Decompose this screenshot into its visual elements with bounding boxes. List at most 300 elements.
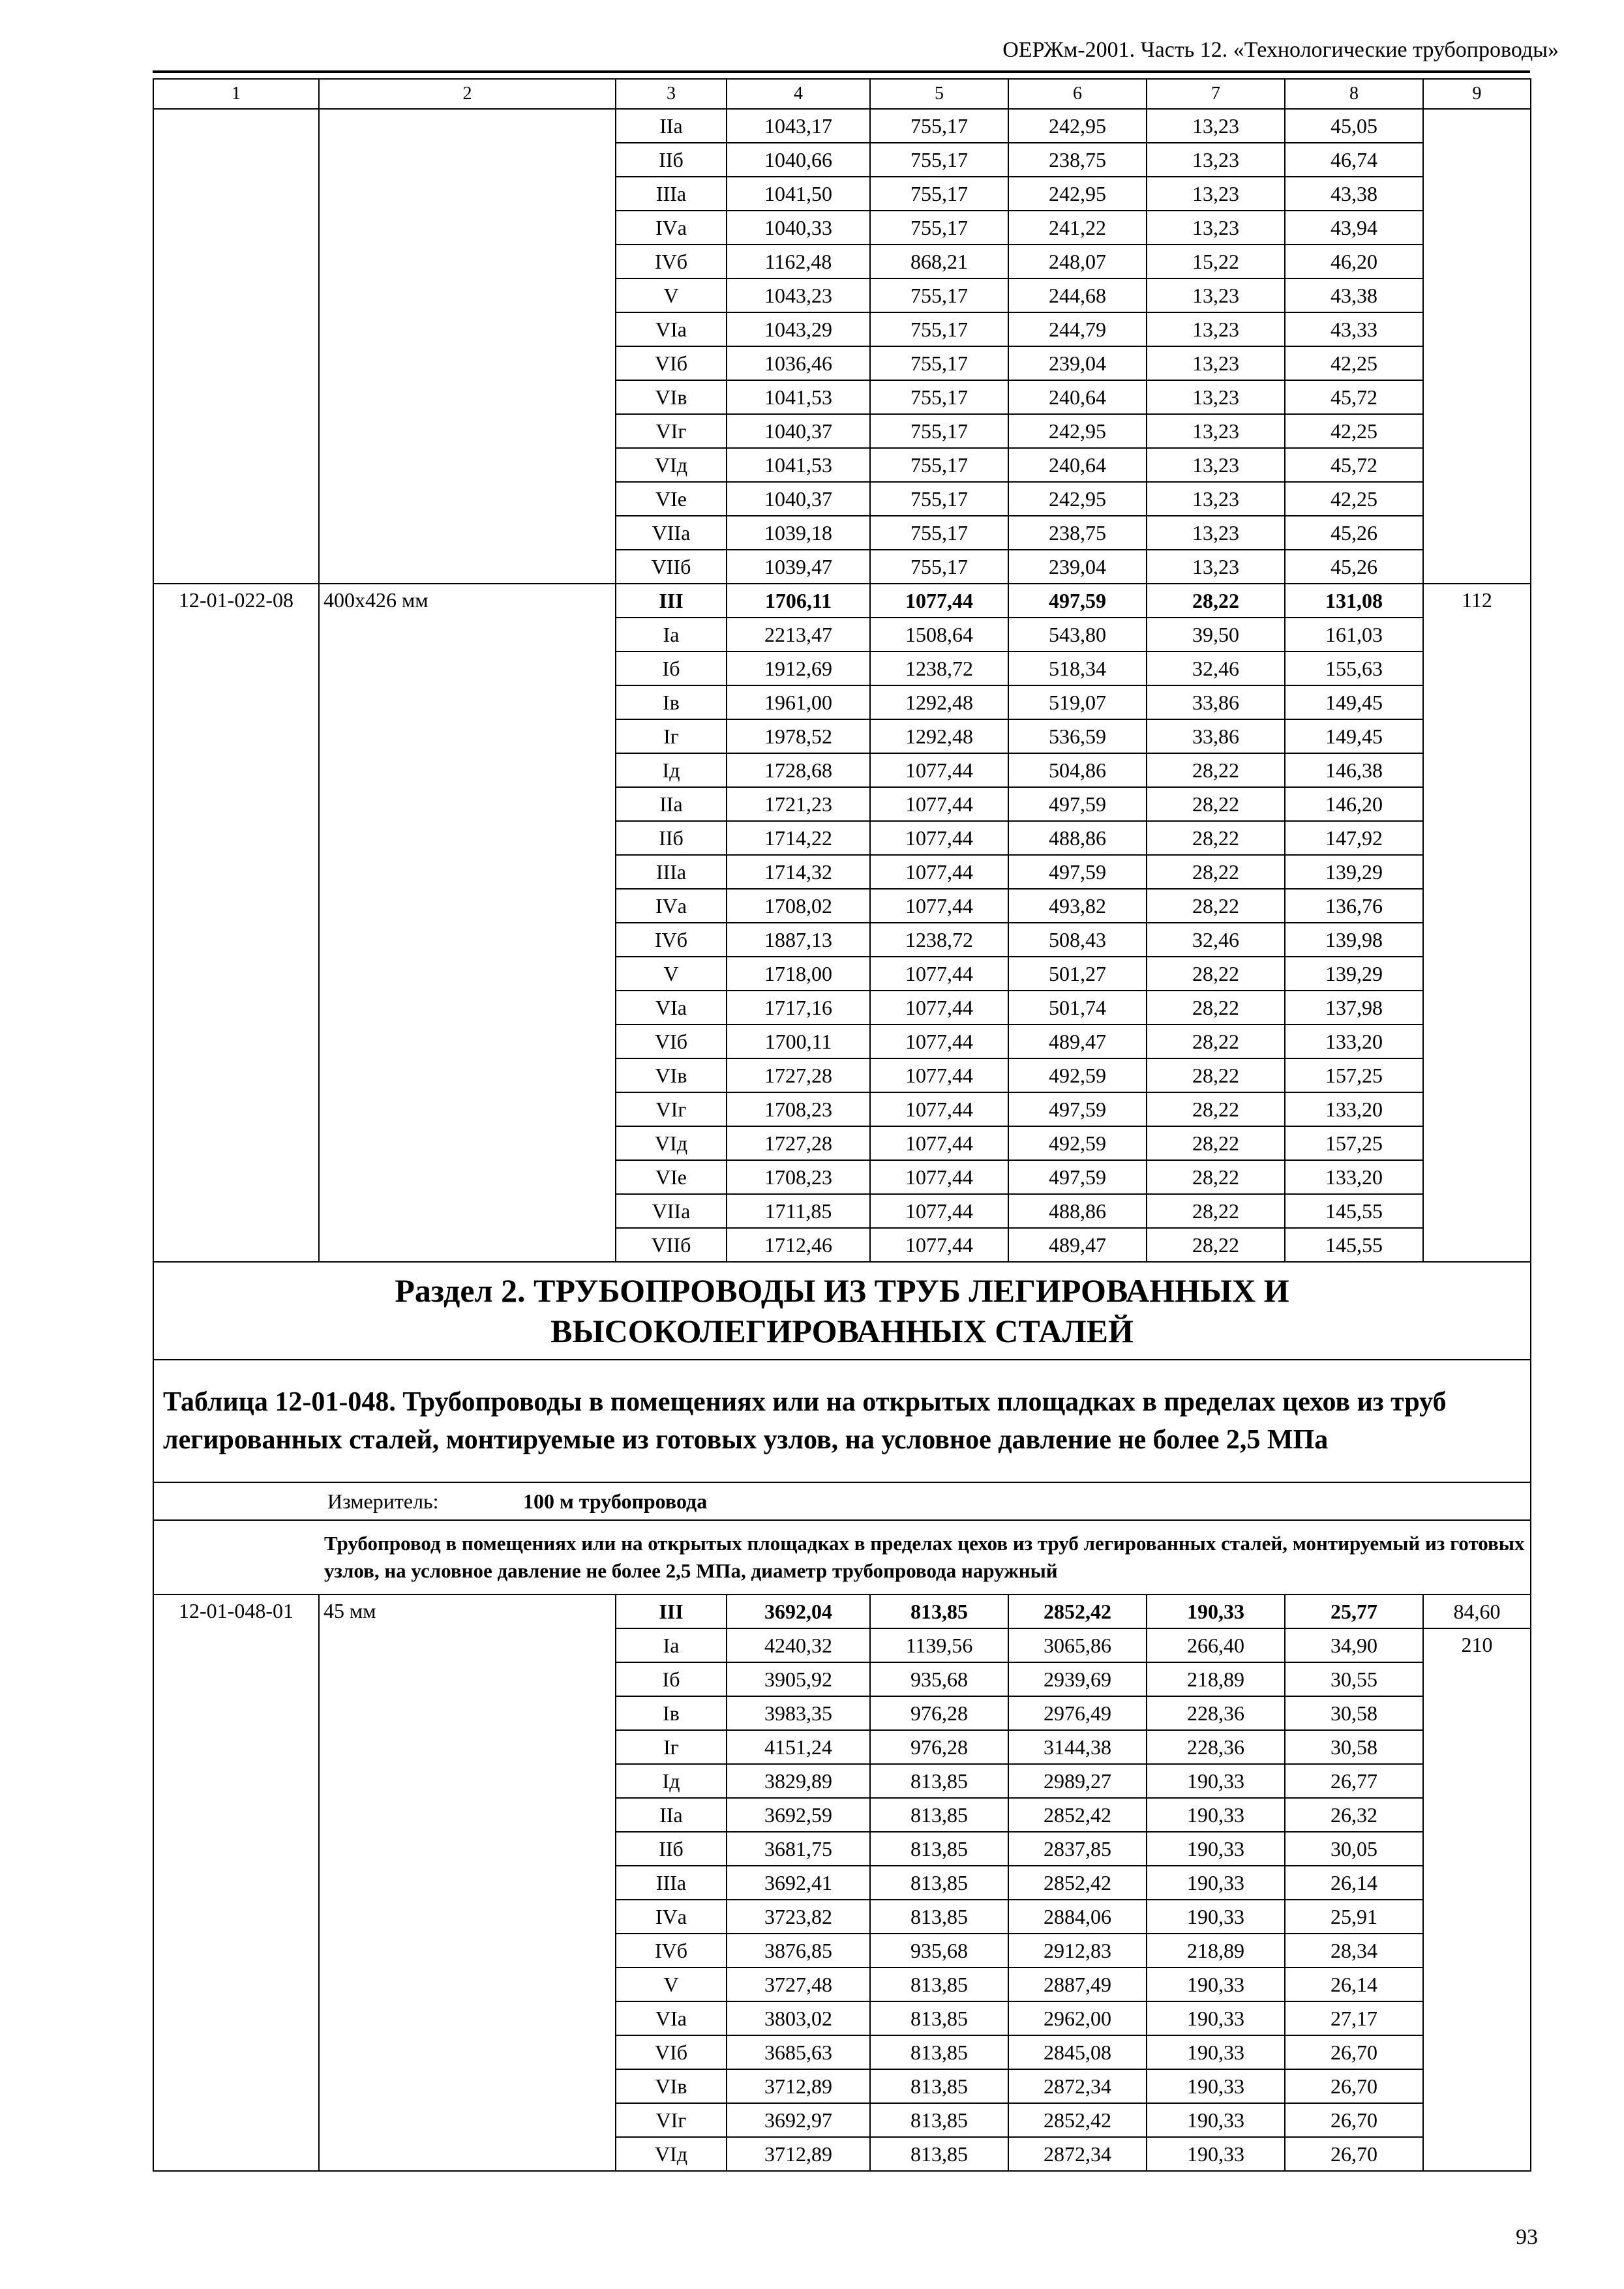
rate-value: 28,22 xyxy=(1147,584,1285,618)
rate-value: 1077,44 xyxy=(870,1160,1008,1194)
rate-value: 133,20 xyxy=(1285,1160,1423,1194)
column-number: 9 xyxy=(1423,79,1531,109)
rate-value: 45,05 xyxy=(1285,109,1423,143)
rate-value: 1036,46 xyxy=(727,346,870,380)
rate-value: 813,85 xyxy=(870,1900,1008,1934)
zone-symbol: V xyxy=(616,278,727,312)
rate-value: 190,33 xyxy=(1147,2069,1285,2103)
zone-symbol: Iа xyxy=(616,1628,727,1662)
rate-value: 1708,02 xyxy=(727,889,870,923)
meter-label: Измеритель: xyxy=(327,1489,439,1513)
rate-value: 45,26 xyxy=(1285,516,1423,550)
rate-value: 1077,44 xyxy=(870,753,1008,787)
rate-value: 3065,86 xyxy=(1008,1628,1147,1662)
rate-value: 239,04 xyxy=(1008,346,1147,380)
rate-value: 30,58 xyxy=(1285,1730,1423,1764)
rate-value: 2912,83 xyxy=(1008,1934,1147,1967)
rate-value: 2989,27 xyxy=(1008,1764,1147,1798)
rate-value: 242,95 xyxy=(1008,414,1147,448)
rate-value: 755,17 xyxy=(870,109,1008,143)
code-cell-empty xyxy=(153,109,319,584)
zone-symbol: Iв xyxy=(616,685,727,719)
rate-value: 1708,23 xyxy=(727,1092,870,1126)
rate-value: 157,25 xyxy=(1285,1058,1423,1092)
rate-value: 1508,64 xyxy=(870,618,1008,651)
rate-value: 497,59 xyxy=(1008,1160,1147,1194)
zone-symbol: Iг xyxy=(616,1730,727,1764)
rate-value: 241,22 xyxy=(1008,211,1147,245)
table-row xyxy=(153,1594,1531,1628)
rate-value: 33,86 xyxy=(1147,719,1285,753)
rate-value: 3876,85 xyxy=(727,1934,870,1967)
rate-value: 755,17 xyxy=(870,312,1008,346)
rate-value: 2213,47 xyxy=(727,618,870,651)
rate-value: 3829,89 xyxy=(727,1764,870,1798)
rate-value: 4240,32 xyxy=(727,1628,870,1662)
rate-value: 190,33 xyxy=(1147,1764,1285,1798)
rate-value: 1077,44 xyxy=(870,991,1008,1025)
rate-value: 1077,44 xyxy=(870,1126,1008,1160)
rate-value: 536,59 xyxy=(1008,719,1147,753)
rate-value: 1077,44 xyxy=(870,957,1008,991)
rate-value: 26,14 xyxy=(1285,1967,1423,2001)
zone-symbol: IIIа xyxy=(616,177,727,211)
rate-value: 2976,49 xyxy=(1008,1696,1147,1730)
rate-value: 28,22 xyxy=(1147,889,1285,923)
zone-symbol: IIа xyxy=(616,787,727,821)
rate-value: 1961,00 xyxy=(727,685,870,719)
subheading: Трубопровод в помещениях или на открытых площадках в пределах цехов из труб легированных сталей, монтируемый из готовых узлов, на условное давление не более 2,5 МПа, диаметр трубопровода наружный xyxy=(319,1520,1531,1594)
rate-value: 1912,69 xyxy=(727,651,870,685)
rate-value: 145,55 xyxy=(1285,1228,1423,1262)
rate-value: 2872,34 xyxy=(1008,2137,1147,2171)
rate-value: 25,91 xyxy=(1285,1900,1423,1934)
col9-value: 84,60 xyxy=(1423,1594,1531,1628)
rate-value: 497,59 xyxy=(1008,855,1147,889)
rate-value: 2845,08 xyxy=(1008,2035,1147,2069)
rate-value: 28,22 xyxy=(1147,821,1285,855)
rate-value: 28,22 xyxy=(1147,1092,1285,1126)
rate-value: 976,28 xyxy=(870,1730,1008,1764)
rate-value: 32,46 xyxy=(1147,923,1285,957)
rate-value: 190,33 xyxy=(1147,1967,1285,2001)
rate-value: 13,23 xyxy=(1147,312,1285,346)
rate-value: 1238,72 xyxy=(870,923,1008,957)
rate-value: 2884,06 xyxy=(1008,1900,1147,1934)
rate-value: 46,20 xyxy=(1285,245,1423,278)
rate-value: 238,75 xyxy=(1008,143,1147,177)
column-number: 8 xyxy=(1285,79,1423,109)
rate-value: 519,07 xyxy=(1008,685,1147,719)
rate-value: 1978,52 xyxy=(727,719,870,753)
running-head: ОЕРЖм-2001. Часть 12. «Технологические трубопроводы» xyxy=(1002,38,1559,62)
zone-symbol: VIг xyxy=(616,414,727,448)
zone-symbol: IVб xyxy=(616,923,727,957)
rate-value: 497,59 xyxy=(1008,584,1147,618)
rate-value: 228,36 xyxy=(1147,1730,1285,1764)
rate-value: 139,29 xyxy=(1285,957,1423,991)
column-number: 1 xyxy=(153,79,319,109)
subheading-spacer xyxy=(153,1520,319,1594)
zone-symbol: VIа xyxy=(616,2001,727,2035)
rate-value: 2852,42 xyxy=(1008,1866,1147,1900)
rate-value: 1077,44 xyxy=(870,584,1008,618)
rate-value: 26,70 xyxy=(1285,2069,1423,2103)
rate-value: 1887,13 xyxy=(727,923,870,957)
rate-value: 1077,44 xyxy=(870,1058,1008,1092)
rate-value: 492,59 xyxy=(1008,1126,1147,1160)
rate-value: 3712,89 xyxy=(727,2137,870,2171)
rate-value: 190,33 xyxy=(1147,2103,1285,2137)
rate-value: 228,36 xyxy=(1147,1696,1285,1730)
column-number: 6 xyxy=(1008,79,1147,109)
rate-value: 3692,04 xyxy=(727,1594,870,1628)
rate-value: 1717,16 xyxy=(727,991,870,1025)
column-numbers-row xyxy=(153,79,1531,109)
rate-value: 15,22 xyxy=(1147,245,1285,278)
rate-value: 755,17 xyxy=(870,380,1008,414)
zone-symbol: IIб xyxy=(616,1832,727,1866)
rate-value: 136,76 xyxy=(1285,889,1423,923)
rate-value: 3803,02 xyxy=(727,2001,870,2035)
rate-value: 501,74 xyxy=(1008,991,1147,1025)
rate-value: 161,03 xyxy=(1285,618,1423,651)
rate-value: 190,33 xyxy=(1147,2137,1285,2171)
rate-value: 43,94 xyxy=(1285,211,1423,245)
rate-value: 813,85 xyxy=(870,2001,1008,2035)
rate-value: 1077,44 xyxy=(870,1228,1008,1262)
column-number: 7 xyxy=(1147,79,1285,109)
rate-value: 1040,37 xyxy=(727,482,870,516)
rate-value: 3685,63 xyxy=(727,2035,870,2069)
rate-value: 13,23 xyxy=(1147,448,1285,482)
rate-value: 2837,85 xyxy=(1008,1832,1147,1866)
zone-symbol: V xyxy=(616,1967,727,2001)
rate-value: 13,23 xyxy=(1147,482,1285,516)
rate-value: 218,89 xyxy=(1147,1934,1285,1967)
zone-symbol: Iб xyxy=(616,651,727,685)
zone-symbol: VIб xyxy=(616,2035,727,2069)
rate-value: 3692,41 xyxy=(727,1866,870,1900)
rate-value: 497,59 xyxy=(1008,1092,1147,1126)
rate-value: 755,17 xyxy=(870,516,1008,550)
rate-value: 2887,49 xyxy=(1008,1967,1147,2001)
rate-value: 145,55 xyxy=(1285,1194,1423,1228)
rate-value: 813,85 xyxy=(870,2137,1008,2171)
rate-value: 45,72 xyxy=(1285,448,1423,482)
rate-value: 3681,75 xyxy=(727,1832,870,1866)
rate-code: 12-01-048-01 xyxy=(153,1594,319,2171)
rate-value: 155,63 xyxy=(1285,651,1423,685)
rate-value: 43,38 xyxy=(1285,177,1423,211)
zone-symbol: VIIб xyxy=(616,550,727,584)
rate-value: 28,22 xyxy=(1147,1160,1285,1194)
rate-value: 266,40 xyxy=(1147,1628,1285,1662)
rate-value: 30,05 xyxy=(1285,1832,1423,1866)
zone-symbol: V xyxy=(616,957,727,991)
rate-value: 30,58 xyxy=(1285,1696,1423,1730)
zone-symbol: Iг xyxy=(616,719,727,753)
rate-value: 1039,18 xyxy=(727,516,870,550)
rate-value: 755,17 xyxy=(870,414,1008,448)
rate-value: 3712,89 xyxy=(727,2069,870,2103)
rate-value: 133,20 xyxy=(1285,1025,1423,1058)
rate-value: 242,95 xyxy=(1008,177,1147,211)
zone-symbol: IIб xyxy=(616,821,727,855)
rate-value: 3144,38 xyxy=(1008,1730,1147,1764)
rate-value: 518,34 xyxy=(1008,651,1147,685)
rate-value: 190,33 xyxy=(1147,2035,1285,2069)
rate-value: 488,86 xyxy=(1008,1194,1147,1228)
rate-value: 1039,47 xyxy=(727,550,870,584)
rate-value: 1727,28 xyxy=(727,1058,870,1092)
rate-value: 1712,46 xyxy=(727,1228,870,1262)
rate-value: 1077,44 xyxy=(870,855,1008,889)
zone-symbol: VIд xyxy=(616,1126,727,1160)
rate-value: 1077,44 xyxy=(870,1092,1008,1126)
rate-value: 149,45 xyxy=(1285,685,1423,719)
rate-value: 147,92 xyxy=(1285,821,1423,855)
rate-value: 43,33 xyxy=(1285,312,1423,346)
zone-symbol: IIб xyxy=(616,143,727,177)
rate-value: 190,33 xyxy=(1147,1832,1285,1866)
table-caption-row xyxy=(153,1360,1531,1482)
rate-value: 755,17 xyxy=(870,346,1008,380)
rate-value: 1727,28 xyxy=(727,1126,870,1160)
rate-value: 755,17 xyxy=(870,177,1008,211)
rate-value: 489,47 xyxy=(1008,1025,1147,1058)
rate-value: 13,23 xyxy=(1147,550,1285,584)
table-caption: Таблица 12-01-048. Трубопроводы в помещениях или на открытых площадках в пределах цехов из труб легированных сталей, монтируемые из готовых узлов, на условное давление не более 2,5 МПа xyxy=(153,1360,1531,1482)
rate-value: 755,17 xyxy=(870,482,1008,516)
rate-value: 1728,68 xyxy=(727,753,870,787)
rate-value: 149,45 xyxy=(1285,719,1423,753)
zone-symbol: VIв xyxy=(616,2069,727,2103)
rate-value: 28,22 xyxy=(1147,957,1285,991)
rate-value: 501,27 xyxy=(1008,957,1147,991)
rate-value: 935,68 xyxy=(870,1934,1008,1967)
rate-value: 190,33 xyxy=(1147,1900,1285,1934)
rate-value: 1139,56 xyxy=(870,1628,1008,1662)
zone-symbol: VIб xyxy=(616,1025,727,1058)
rate-value: 28,22 xyxy=(1147,787,1285,821)
column-number: 4 xyxy=(727,79,870,109)
rate-value: 13,23 xyxy=(1147,278,1285,312)
rate-value: 32,46 xyxy=(1147,651,1285,685)
rate-value: 43,38 xyxy=(1285,278,1423,312)
rate-value: 146,38 xyxy=(1285,753,1423,787)
rate-value: 1040,33 xyxy=(727,211,870,245)
rate-value: 244,68 xyxy=(1008,278,1147,312)
rate-value: 28,22 xyxy=(1147,1025,1285,1058)
zone-symbol: Iд xyxy=(616,1764,727,1798)
rate-value: 813,85 xyxy=(870,2035,1008,2069)
rate-value: 28,22 xyxy=(1147,1194,1285,1228)
rate-value: 497,59 xyxy=(1008,787,1147,821)
section-title-line: Раздел 2. ТРУБОПРОВОДЫ ИЗ ТРУБ ЛЕГИРОВАННЫХ И xyxy=(395,1272,1289,1309)
column-number: 2 xyxy=(319,79,616,109)
rate-value: 1708,23 xyxy=(727,1160,870,1194)
rate-value: 133,20 xyxy=(1285,1092,1423,1126)
zone-symbol: VIд xyxy=(616,2137,727,2171)
table-row xyxy=(153,109,1531,143)
rate-value: 755,17 xyxy=(870,278,1008,312)
zone-symbol: VIа xyxy=(616,312,727,346)
rate-value: 30,55 xyxy=(1285,1662,1423,1696)
rate-value: 813,85 xyxy=(870,1832,1008,1866)
rate-value: 1041,50 xyxy=(727,177,870,211)
rate-value: 46,74 xyxy=(1285,143,1423,177)
rate-value: 13,23 xyxy=(1147,380,1285,414)
zone-symbol: VIа xyxy=(616,991,727,1025)
rate-value: 139,98 xyxy=(1285,923,1423,957)
zone-symbol: VIг xyxy=(616,1092,727,1126)
rate-value: 28,22 xyxy=(1147,1228,1285,1262)
rate-value: 139,29 xyxy=(1285,855,1423,889)
rate-value: 26,70 xyxy=(1285,2103,1423,2137)
rate-value: 1714,22 xyxy=(727,821,870,855)
rate-value: 489,47 xyxy=(1008,1228,1147,1262)
rate-value: 33,86 xyxy=(1147,685,1285,719)
rate-value: 755,17 xyxy=(870,448,1008,482)
rate-value: 146,20 xyxy=(1285,787,1423,821)
section-heading xyxy=(153,1262,1531,1360)
rate-value: 1721,23 xyxy=(727,787,870,821)
rate-value: 1162,48 xyxy=(727,245,870,278)
rate-value: 42,25 xyxy=(1285,414,1423,448)
rate-value: 813,85 xyxy=(870,1764,1008,1798)
rate-value: 1040,66 xyxy=(727,143,870,177)
rate-value: 1292,48 xyxy=(870,719,1008,753)
rate-value: 3727,48 xyxy=(727,1967,870,2001)
rate-value: 1714,32 xyxy=(727,855,870,889)
rate-value: 935,68 xyxy=(870,1662,1008,1696)
zone-symbol: Iб xyxy=(616,1662,727,1696)
rate-value: 755,17 xyxy=(870,550,1008,584)
zone-symbol: VIб xyxy=(616,346,727,380)
zone-symbol: IVа xyxy=(616,211,727,245)
rate-value: 1700,11 xyxy=(727,1025,870,1058)
rate-value: 1041,53 xyxy=(727,380,870,414)
description-cell-empty xyxy=(319,109,616,584)
rate-value: 813,85 xyxy=(870,2103,1008,2137)
rate-value: 493,82 xyxy=(1008,889,1147,923)
rate-value: 13,23 xyxy=(1147,211,1285,245)
rate-value: 26,77 xyxy=(1285,1764,1423,1798)
rate-value: 868,21 xyxy=(870,245,1008,278)
rate-value: 492,59 xyxy=(1008,1058,1147,1092)
rate-value: 13,23 xyxy=(1147,109,1285,143)
rate-value: 3692,97 xyxy=(727,2103,870,2137)
rate-value: 45,26 xyxy=(1285,550,1423,584)
column-number: 5 xyxy=(870,79,1008,109)
rate-value: 27,17 xyxy=(1285,2001,1423,2035)
rate-value: 28,22 xyxy=(1147,991,1285,1025)
rate-value: 42,25 xyxy=(1285,482,1423,516)
rate-value: 813,85 xyxy=(870,1866,1008,1900)
zone-symbol: VIе xyxy=(616,1160,727,1194)
rate-value: 1706,11 xyxy=(727,584,870,618)
rate-value: 813,85 xyxy=(870,1594,1008,1628)
rate-value: 34,90 xyxy=(1285,1628,1423,1662)
rate-value: 28,22 xyxy=(1147,855,1285,889)
zone-symbol: VIд xyxy=(616,448,727,482)
zone-symbol: III xyxy=(616,1594,727,1628)
rate-description: 400х426 мм xyxy=(319,584,616,1262)
rate-value: 976,28 xyxy=(870,1696,1008,1730)
rate-value: 755,17 xyxy=(870,143,1008,177)
col9-value: 210 xyxy=(1423,1628,1531,2171)
rate-code: 12-01-022-08 xyxy=(153,584,319,1262)
rate-value: 1043,23 xyxy=(727,278,870,312)
rate-value: 238,75 xyxy=(1008,516,1147,550)
rate-value: 13,23 xyxy=(1147,516,1285,550)
rate-value: 813,85 xyxy=(870,1798,1008,1832)
rate-value: 13,23 xyxy=(1147,414,1285,448)
rate-value: 1292,48 xyxy=(870,685,1008,719)
rates-table xyxy=(153,78,1531,2172)
rate-value: 190,33 xyxy=(1147,1798,1285,1832)
zone-symbol: Iд xyxy=(616,753,727,787)
rate-value: 131,08 xyxy=(1285,584,1423,618)
rate-value: 39,50 xyxy=(1147,618,1285,651)
zone-symbol: IVб xyxy=(616,245,727,278)
rate-value: 543,80 xyxy=(1008,618,1147,651)
rate-value: 1077,44 xyxy=(870,821,1008,855)
rate-value: 190,33 xyxy=(1147,1866,1285,1900)
zone-symbol: VIв xyxy=(616,380,727,414)
rate-value: 13,23 xyxy=(1147,143,1285,177)
rate-value: 240,64 xyxy=(1008,448,1147,482)
rate-value: 244,79 xyxy=(1008,312,1147,346)
zone-symbol: IVб xyxy=(616,1934,727,1967)
rate-value: 26,32 xyxy=(1285,1798,1423,1832)
section-heading-row xyxy=(153,1262,1531,1360)
zone-symbol: IIа xyxy=(616,1798,727,1832)
rate-value: 1040,37 xyxy=(727,414,870,448)
rate-value: 242,95 xyxy=(1008,482,1147,516)
col9-value: 112 xyxy=(1423,584,1531,1262)
zone-symbol: VIIа xyxy=(616,516,727,550)
subheading-row xyxy=(153,1520,1531,1594)
rate-value: 488,86 xyxy=(1008,821,1147,855)
rate-value: 42,25 xyxy=(1285,346,1423,380)
rate-value: 25,77 xyxy=(1285,1594,1423,1628)
zone-symbol: VIIб xyxy=(616,1228,727,1262)
rate-value: 248,07 xyxy=(1008,245,1147,278)
rate-value: 1711,85 xyxy=(727,1194,870,1228)
rate-value: 1043,17 xyxy=(727,109,870,143)
rate-value: 1238,72 xyxy=(870,651,1008,685)
zone-symbol: VIе xyxy=(616,482,727,516)
rate-value: 2962,00 xyxy=(1008,2001,1147,2035)
rate-value: 26,70 xyxy=(1285,2035,1423,2069)
zone-symbol: IIIа xyxy=(616,1866,727,1900)
rate-value: 813,85 xyxy=(870,2069,1008,2103)
rate-value: 26,14 xyxy=(1285,1866,1423,1900)
zone-symbol: IIа xyxy=(616,109,727,143)
rate-value: 28,34 xyxy=(1285,1934,1423,1967)
rate-value: 1077,44 xyxy=(870,889,1008,923)
zone-symbol: VIIа xyxy=(616,1194,727,1228)
rate-value: 1043,29 xyxy=(727,312,870,346)
rate-value: 28,22 xyxy=(1147,1058,1285,1092)
rate-value: 1077,44 xyxy=(870,787,1008,821)
rate-value: 190,33 xyxy=(1147,1594,1285,1628)
zone-symbol: IVа xyxy=(616,1900,727,1934)
zone-symbol: III xyxy=(616,584,727,618)
section-title-line: ВЫСОКОЛЕГИРОВАННЫХ СТАЛЕЙ xyxy=(550,1313,1134,1349)
